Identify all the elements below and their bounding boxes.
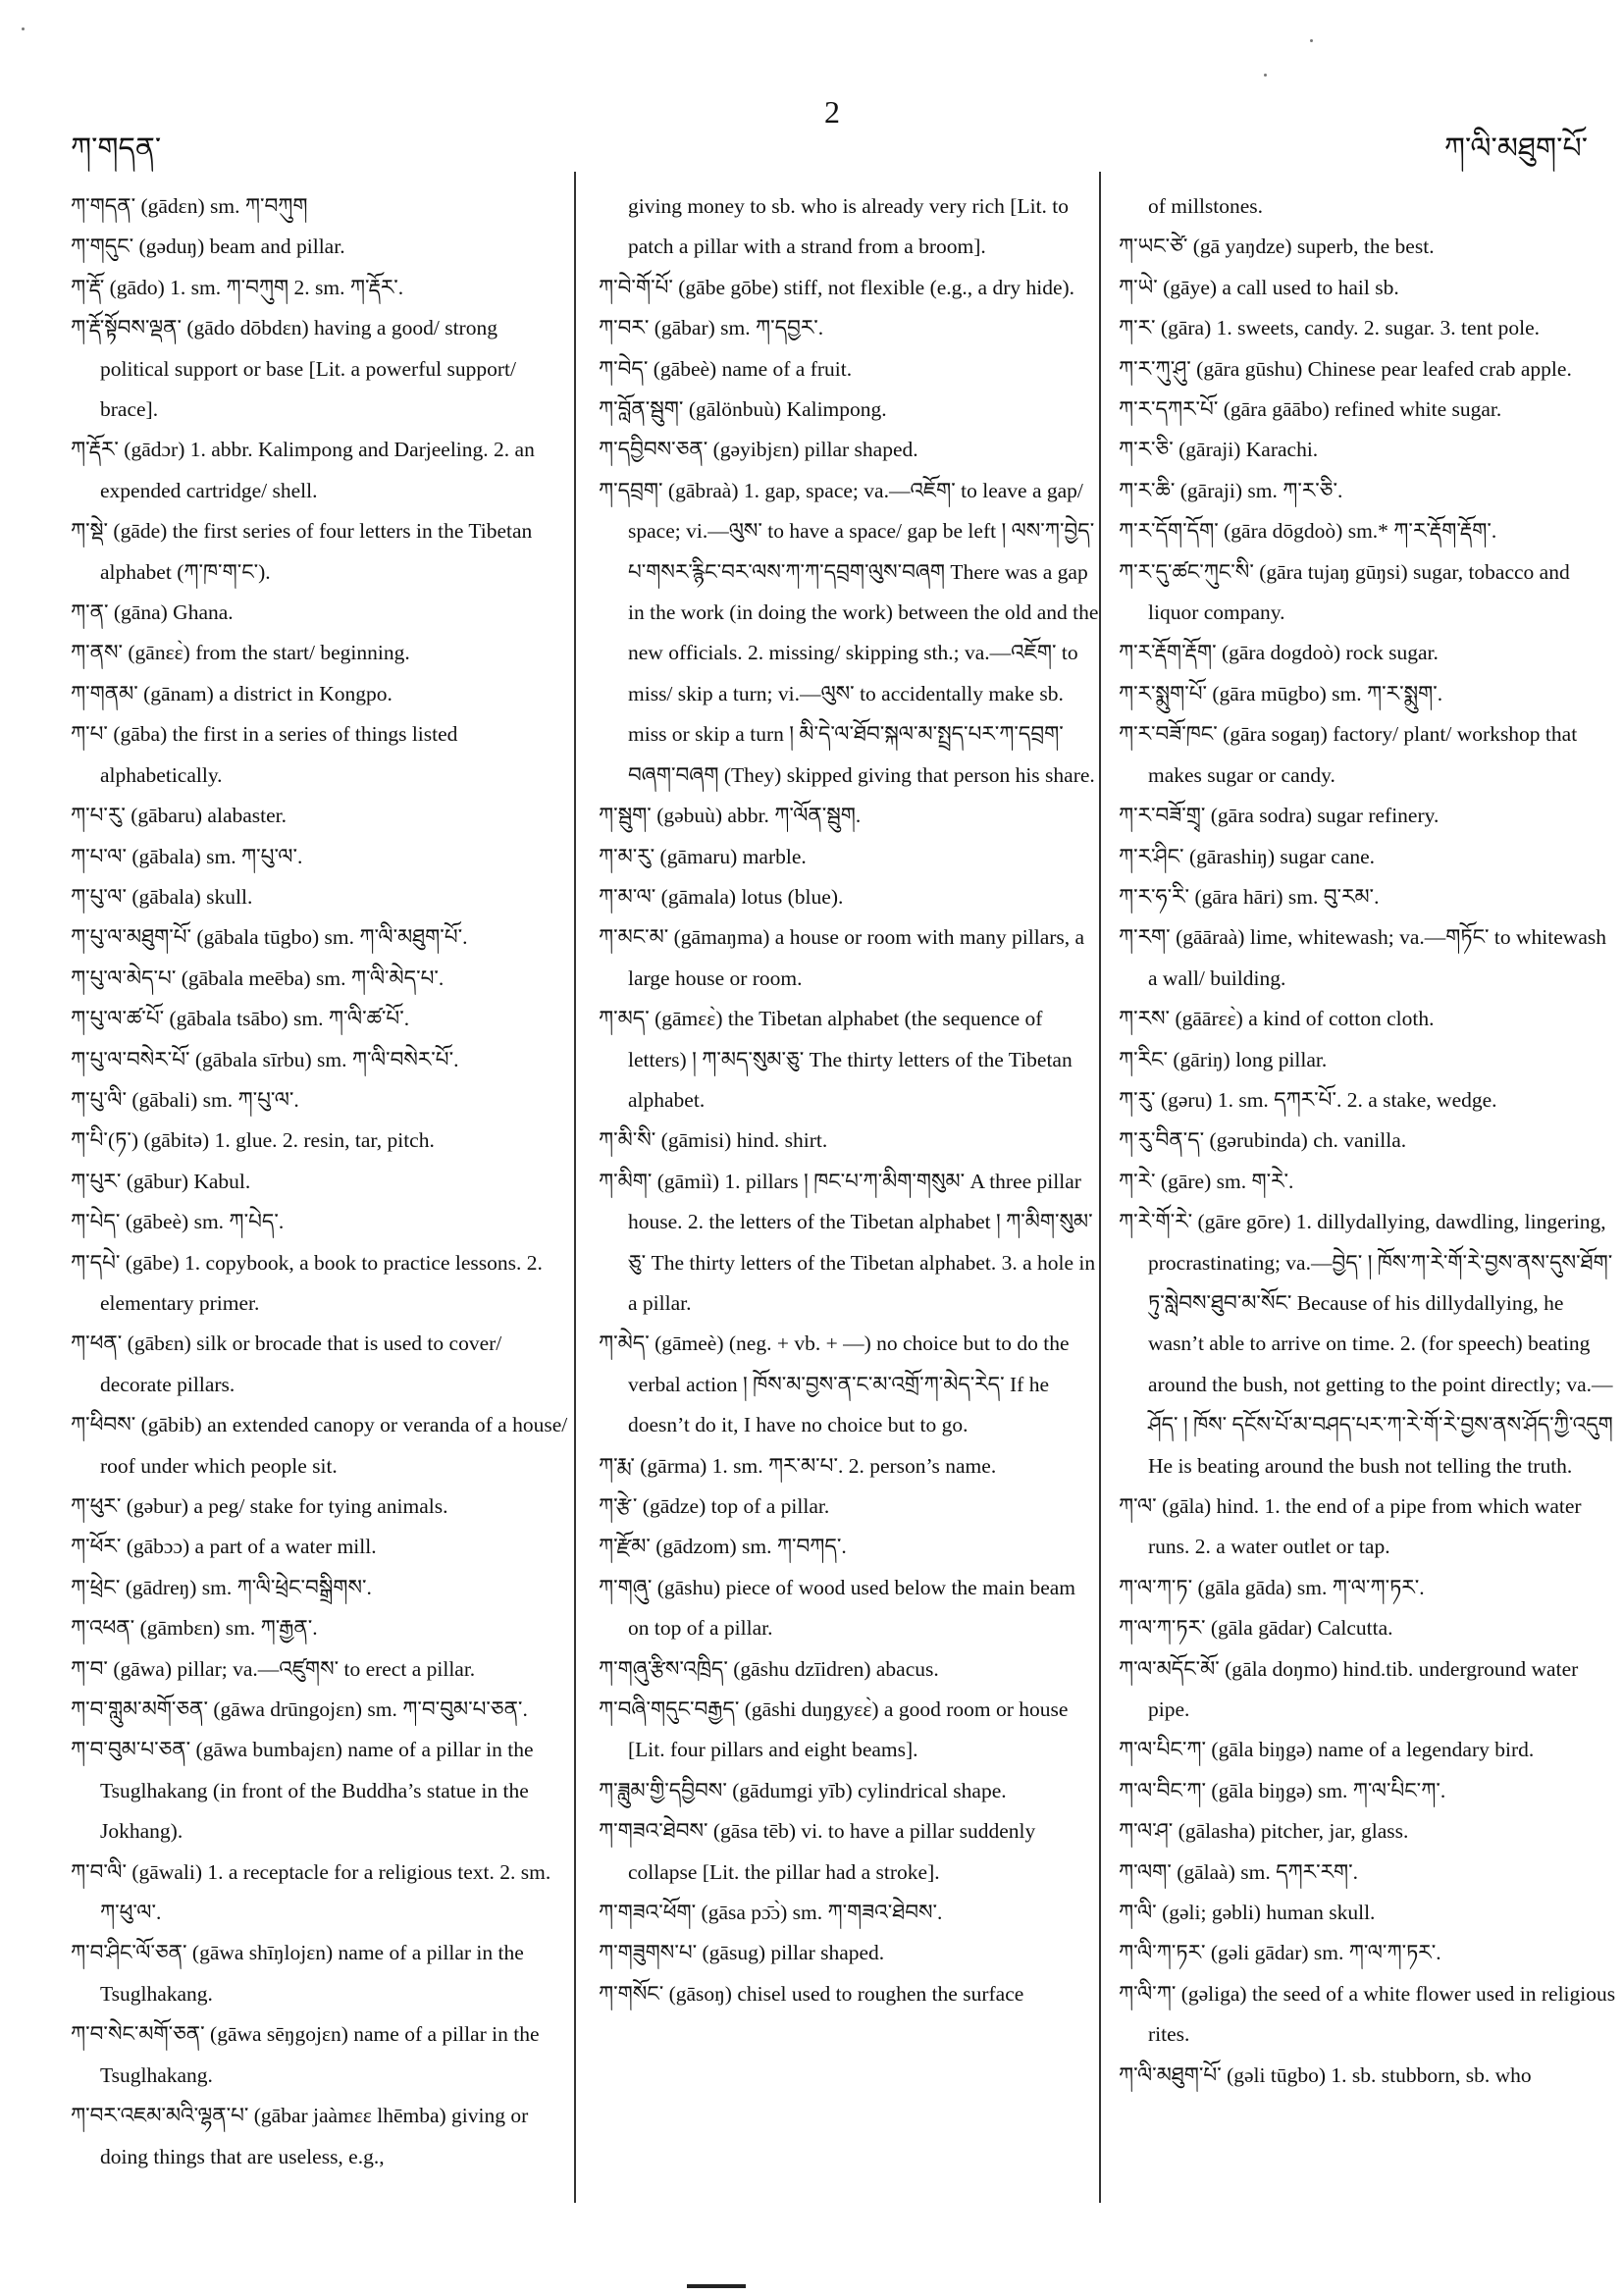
- dictionary-entry: ཀ་པུ་ལ་བསེར་པོ་ (gābala sīrbu) sm. ཀ་ལི་བསེར་པོ་.: [71, 1047, 459, 1071]
- dictionary-entry: ཀ་བ་སེང་མགོ་ཅན་ (gāwa sēŋgojɛn) name of a pillar in the Tsuglhakang.: [71, 2022, 540, 2087]
- dictionary-entry: ཀ་ར་ (gāra) 1. sweets, candy. 2. sugar. 3. tent pole.: [1119, 316, 1541, 340]
- dictionary-entry: ཀ་རས་ (gāārɛɛ̀) a kind of cotton cloth.: [1119, 1007, 1435, 1031]
- dictionary-entry: ཀ་འཕན་ (gāmbɛn) sm. ཀ་རྒྱན་.: [71, 1616, 318, 1641]
- dictionary-entry: ཀ་ཕན་ (gābɛn) silk or brocade that is used to cover/ decorate pillars.: [71, 1331, 502, 1396]
- dictionary-entry: ཀ་པི་(ཏ་) (gābitə) 1. glue. 2. resin, tar, pitch.: [71, 1128, 435, 1153]
- dictionary-entry: ཀ་བེད་ (gābeè) name of a fruit.: [599, 356, 853, 381]
- dictionary-entry: ཀ་བློན་སྦུག་ (gālönbuù) Kalimpong.: [599, 397, 887, 422]
- scan-speck: [1310, 39, 1313, 42]
- dictionary-entry: ཀ་ཟླུམ་གྱི་དབྱིབས་ (gādumgi yīb) cylindrical shape.: [599, 1778, 1007, 1802]
- dictionary-entry: ཀ་ར་ཀུ་ཤུ་ (gāra gūshu) Chinese pear leafed crab apple.: [1119, 356, 1572, 381]
- dictionary-entry: ཀ་རྡོར་ (gādɔr) 1. abbr. Kalimpong and Darjeeling. 2. an expended cartridge/ shell.: [71, 438, 535, 502]
- dictionary-entry: ཀ་པེད་ (gābeè) sm. ཀ་པེད་.: [71, 1210, 285, 1234]
- dictionary-entry: ཀ་ཡང་ཙེ་ (gā yaŋdze) superb, the best.: [1119, 235, 1435, 259]
- dictionary-entry: ཀ་རྨ་ (gārma) 1. sm. ཀར་མ་པ་. 2. person’s name.: [599, 1453, 997, 1478]
- left-guide-word: ཀ་གདན་: [71, 132, 162, 165]
- dictionary-entry: ཀ་བེ་གོ་པོ་ (gābe gōbe) stiff, not flexible (e.g., a dry hide).: [599, 275, 1075, 299]
- dictionary-entry: ཀ་བ་ (gāwa) pillar; va.—འཛུགས་ to erect a pillar.: [71, 1656, 476, 1681]
- dictionary-entry: ཀ་ཕིབས་ (gābib) an extended canopy or veranda of a house/ roof under which people sit.: [71, 1413, 568, 1478]
- dictionary-entry: ཀ་ལ་ཀ་ཏ་ (gāla gāda) sm. ཀ་ལ་ཀ་ཏར་.: [1119, 1575, 1425, 1599]
- dictionary-entry: ཀ་རིང་ (gāriŋ) long pillar.: [1119, 1047, 1328, 1071]
- dictionary-entry: ཀ་སྦུག་ (gəbuù) abbr. ཀ་ལོན་སྦུག.: [599, 804, 862, 828]
- dictionary-entry: ཀ་རྡོ་སྟོབས་ལྡན་ (gādo dōbdɛn) having a good/ strong political support or base [Lit. a powerful support/ brace].: [71, 316, 516, 422]
- dictionary-entry: ཀ་བར་ (gābar) sm. ཀ་དབྱར་.: [599, 316, 824, 340]
- dictionary-entry: ཀ་མེད་ (gāmeè) (neg. + vb. + —) no choice but to do the verbal action ། ཁོས་མ་བྱས་ན་ང་མ་འགྲོ་ཀ་མེད་རེད་ If he doesn’t do it, I have no choice but to go.: [599, 1331, 1070, 1437]
- dictionary-entry: ཀ་མང་མ་ (gāmaŋma) a house or room with many pillars, a large house or room.: [599, 925, 1085, 990]
- dictionary-entry: ཀ་པ་ (gāba) the first in a series of things listed alphabetically.: [71, 722, 458, 787]
- dictionary-entry: ཀ་ལི་ (gəli; gəbli) human skull.: [1119, 1901, 1376, 1925]
- dictionary-entry: ཀ་རུ་ (gəru) 1. sm. དཀར་པོ་. 2. a stake, wedge.: [1119, 1087, 1497, 1112]
- dictionary-entry: ཀ་ལ་ཀ་ཏར་ (gāla gādar) Calcutta.: [1119, 1616, 1393, 1641]
- dictionary-entry: ཀ་ལི་ཀ་ (gəliga) the seed of a white flower used in religious rites.: [1119, 1981, 1616, 2047]
- dictionary-entry: ཀ་ར་ཧ་རི་ (gāra hāri) sm. བུ་རམ་.: [1119, 884, 1380, 909]
- dictionary-entry: ཀ་བཞི་གདུང་བརྒྱད་ (gāshi duŋgyɛɛ̀) a good room or house [Lit. four pillars and eight beams].: [599, 1697, 1069, 1762]
- dictionary-entry: ཀ་གདན་ (gādɛn) sm. ཀ་བཀུག: [71, 194, 308, 218]
- dictionary-entry: ཀ་པུ་ལ་མེད་པ་ (gābala meēba) sm. ཀ་ལི་མེད་པ་.: [71, 965, 445, 990]
- dictionary-entry: ཀ་ལ་བིང་ཀ་ (gāla biŋgə) sm. ཀ་ལ་པིང་ཀ་.: [1119, 1778, 1446, 1802]
- dictionary-entry: ཀ་གཞུ་ (gāshu) piece of wood used below the main beam on top of a pillar.: [599, 1575, 1076, 1641]
- dictionary-entry: ཀ་པ་ལ་ (gābala) sm. ཀ་པུ་ལ་.: [71, 844, 303, 868]
- dictionary-entry: ཀ་ར་བཟོ་ཁང་ (gāra sogaŋ) factory/ plant/ workshop that makes sugar or candy.: [1119, 722, 1578, 787]
- dictionary-entry: ཀ་ར་ཤིང་ (gārashiŋ) sugar cane.: [1119, 844, 1376, 868]
- dictionary-entry: ཀ་མ་ལ་ (gāmala) lotus (blue).: [599, 884, 844, 909]
- dictionary-entry: ཀ་པུ་ལ་ (gābala) skull.: [71, 884, 253, 909]
- dictionary-entry: ཀ་མི་སི་ (gāmisi) hind. shirt.: [599, 1128, 828, 1153]
- dictionary-entry: ཀ་དབྱིབས་ཅན་ (gəyibjɛn) pillar shaped.: [599, 438, 918, 462]
- dictionary-entry: ཀ་མ་རུ་ (gāmaru) marble.: [599, 844, 807, 868]
- dictionary-entry: ཀ་གཟའ་ཐེབས་ (gāsa tēb) vi. to have a pillar suddenly collapse [Lit. the pillar had a stroke].: [599, 1819, 1036, 1884]
- dictionary-entry: ཀ་ཕུར་ (gəbur) a peg/ stake for tying animals.: [71, 1494, 448, 1518]
- dictionary-entry: ཀ་ར་རྡོག་རྡོག་ (gāra dogdoò) rock sugar.: [1119, 641, 1439, 665]
- dictionary-entry: ཀ་བ་ཤིང་ལོ་ཅན་ (gāwa shīŋlojɛn) name of a pillar in the Tsuglhakang.: [71, 1941, 524, 2006]
- dictionary-entry: ཀ་དཔེ་ (gābe) 1. copybook, a book to practice lessons. 2. elementary primer.: [71, 1250, 543, 1315]
- dictionary-entry: ཀ་སྡེ་ (gāde) the first series of four letters in the Tibetan alphabet (ཀ་ཁ་ག་ང་).: [71, 519, 533, 584]
- scan-edge-mark: [687, 2284, 746, 2288]
- dictionary-entry: ཀ་ར་ཅི་ (gāraji) Karachi.: [1119, 438, 1319, 462]
- dictionary-entry: ཀ་ལ་ཤ་ (gālasha) pitcher, jar, glass.: [1119, 1819, 1409, 1844]
- dictionary-entry: ཀ་ཡེ་ (gāye) a call used to hail sb.: [1119, 275, 1399, 299]
- dictionary-entry: ཀ་མད་ (gāmɛɛ̀) the Tibetan alphabet (the sequence of letters) ། ཀ་མད་སུམ་ཅུ་ The thirty letters of the Tibetan alphabet.: [599, 1007, 1073, 1112]
- dictionary-entry: ཀ་བ་ལི་ (gāwali) 1. a receptacle for a religious text. 2. sm. ཀ་ཕུ་ལ་.: [71, 1859, 551, 1925]
- dictionary-entry: ཀ་ཕོར་ (gābɔɔ) a part of a water mill.: [71, 1535, 377, 1559]
- entry-continuation: giving money to sb. who is already very rich [Lit. to patch a pillar with a strand from a broom].: [628, 194, 1070, 259]
- dictionary-entry: ཀ་རྩེ་ (gādze) top of a pillar.: [599, 1494, 830, 1518]
- dictionary-entry: ཀ་པ་རུ་ (gābaru) alabaster.: [71, 804, 288, 828]
- dictionary-entry: ཀ་བ་གླུམ་མགོ་ཅན་ (gāwa drūngojɛn) sm. ཀ་བ་བུམ་པ་ཅན་.: [71, 1697, 528, 1722]
- column-2: [599, 186, 1101, 2014]
- right-guide-word: ཀ་ལི་མཐུག་པོ་: [1443, 132, 1588, 165]
- dictionary-entry: ཀ་པུ་ལ་ཚ་པོ་ (gābala tsābo) sm. ཀ་ལི་ཚ་པོ་.: [71, 1007, 410, 1031]
- dictionary-entry: ཀ་ལ་མདོང་མོ་ (gāla doŋmo) hind.tib. underground water pipe.: [1119, 1656, 1579, 1722]
- dictionary-entry: ཀ་རྡོ་ (gādo) 1. sm. ཀ་བཀུག 2. sm. ཀ་རྡོར་.: [71, 275, 404, 299]
- dictionary-entry: ཀ་པུ་ལ་མཐུག་པོ་ (gābala tūgbo) sm. ཀ་ལི་མཐུག་པོ་.: [71, 925, 468, 950]
- dictionary-entry: ཀ་པུར་ (gābur) Kabul.: [71, 1169, 251, 1193]
- dictionary-entry: ཀ་རྫོམ་ (gādzom) sm. ཀ་བཀད་.: [599, 1535, 847, 1559]
- dictionary-entry: ཀ་བར་འཇམ་མའི་ལྷན་པ་ (gābar jaàmɛɛ lhēmba) giving or doing things that are useless, e.g.,: [71, 2104, 529, 2168]
- dictionary-entry: ཀ་གཟུགས་པ་ (gāsug) pillar shaped.: [599, 1941, 885, 1965]
- page-number: 2: [824, 94, 840, 130]
- dictionary-entry: ཀ་ར་བཟོ་གྲྭ་ (gāra sodra) sugar refinery.: [1119, 804, 1440, 828]
- dictionary-entry: ཀ་དབྲག་ (gābraà) 1. gap, space; va.—འཇོག་ to leave a gap/ space; vi.—ལུས་ to have a space/ gap be left ། ལས་ཀ་བྱེད་པ་གསར་རྙིང་བར་ལས་ཀ་ཀ་དབྲག་ལུས་བཞག There was a gap in the work (in doing the work) between the old and the new officials. 2. missing/ skipping sth.; va.—འཇོག་ to miss/ skip a turn; vi.—ལུས་ to accidentally make sb. miss or skip a turn ། མི་དེ་ལ་ཐོབ་སྐལ་མ་སྤྲད་པར་ཀ་དབྲག་བཞག་བཞག (They) skipped giving that person his share.: [599, 478, 1099, 787]
- dictionary-entry: ཀ་ཕྲེང་ (gādreŋ) sm. ཀ་ལི་ཕྲེང་བསྒྲིགས་.: [71, 1575, 372, 1599]
- dictionary-entry: ཀ་རེ་ (gāre) sm. ག་རེ་.: [1119, 1169, 1294, 1193]
- dictionary-entry: ཀ་མིག་ (gāmiì) 1. pillars ། ཁང་པ་ཀ་མིག་གསུམ་ A three pillar house. 2. the letters of the Tibetan alphabet ། ཀ་མིག་སུམ་ཅུ་ The thirty letters of the Tibetan alphabet. 3. a hole in a pillar.: [599, 1169, 1096, 1315]
- dictionary-entry: ཀ་ར་དུ་ཚང་ཀུང་སི་ (gāra tujaŋ gūŋsi) sugar, tobacco and liquor company.: [1119, 559, 1570, 625]
- dictionary-entry: ཀ་གནམ་ (gānam) a district in Kongpo.: [71, 681, 393, 705]
- dictionary-entry: ཀ་གཞུ་རྩིས་འཁྲིད་ (gāshu dzīidren) abacus.: [599, 1656, 939, 1681]
- column-3: [1119, 186, 1619, 2096]
- dictionary-entry: ཀ་ར་དོག་དོག་ (gāra dōgdoò) sm.* ཀ་ར་རྡོག་རྡོག་.: [1119, 519, 1497, 544]
- column-1: [71, 186, 569, 2177]
- dictionary-entry: ཀ་ལི་མཐུག་པོ་ (gəli tūgbo) 1. sb. stubborn, sb. who: [1119, 2062, 1532, 2087]
- column-divider: [574, 172, 576, 2203]
- dictionary-entry: ཀ་ལག་ (gālaà) sm. དཀར་རག་.: [1119, 1859, 1359, 1884]
- dictionary-entry: ཀ་རུ་བིན་ད་ (gərubinda) ch. vanilla.: [1119, 1128, 1407, 1153]
- dictionary-entry: ཀ་གདུང་ (gəduŋ) beam and pillar.: [71, 235, 345, 259]
- dictionary-entry: ཀ་རག་ (gāāraà) lime, whitewash; va.—གཏོང་ to whitewash a wall/ building.: [1119, 925, 1606, 990]
- dictionary-entry: ཀ་ར་ཆི་ (gāraji) sm. ཀ་ར་ཅི་.: [1119, 478, 1343, 502]
- dictionary-entry: ཀ་པུ་ལི་ (gābali) sm. ཀ་པུ་ལ་.: [71, 1087, 299, 1112]
- dictionary-entry: ཀ་ན་ (gāna) Ghana.: [71, 600, 234, 625]
- dictionary-entry: ཀ་རེ་གོ་རེ་ (gāre gōre) 1. dillydallying, dawdling, lingering, procrastinating; va.—བྱེད་ ། ཁོས་ཀ་རེ་གོ་རེ་བྱས་ནས་དུས་ཐོག་ཏུ་སླེབས་ཐུབ་མ་སོང་ Because of his dillydallying, he wasn’t able to arrive on time. 2. (for speech) beating around the bush, not getting to the point directly; va.—ཤོད་ ། ཁོས་ དངོས་པོ་མ་བཤད་པར་ཀ་རེ་གོ་རེ་བྱས་ནས་ཤོད་ཀྱི་འདུག He is beating around the bush not telling the truth.: [1119, 1210, 1613, 1478]
- dictionary-entry: ཀ་གསོང་ (gāsoŋ) chisel used to roughen the surface: [599, 1981, 1024, 2006]
- scan-speck: [22, 27, 25, 30]
- dictionary-entry: ཀ་ལ་པིང་ཀ་ (gāla biŋgə) name of a legendary bird.: [1119, 1738, 1535, 1762]
- scan-speck: [1264, 74, 1267, 77]
- dictionary-entry: ཀ་ནས་ (gānɛɛ̀) from the start/ beginning.: [71, 641, 410, 665]
- dictionary-entry: ཀ་བ་བུམ་པ་ཅན་ (gāwa bumbajɛn) name of a pillar in the Tsuglhakang (in front of the Buddha’s statue in the Jokhang).: [71, 1738, 534, 1844]
- entry-continuation: of millstones.: [1148, 194, 1264, 218]
- dictionary-entry: ཀ་གཟའ་ཕོག་ (gāsa pɔ̄ɔ̀) sm. ཀ་གཟའ་ཐེབས་.: [599, 1901, 943, 1925]
- dictionary-entry: ཀ་ར་སྨུག་པོ་ (gāra mūgbo) sm. ཀ་ར་སྨུག་.: [1119, 681, 1443, 705]
- dictionary-entry: ཀ་ར་དཀར་པོ་ (gāra gāābo) refined white sugar.: [1119, 397, 1502, 422]
- dictionary-entry: ཀ་ལ་ (gāla) hind. 1. the end of a pipe from which water runs. 2. a water outlet or tap.: [1119, 1494, 1582, 1559]
- dictionary-entry: ཀ་ལི་ཀ་ཏར་ (gəli gādar) sm. ཀ་ལ་ཀ་ཏར་.: [1119, 1941, 1441, 1965]
